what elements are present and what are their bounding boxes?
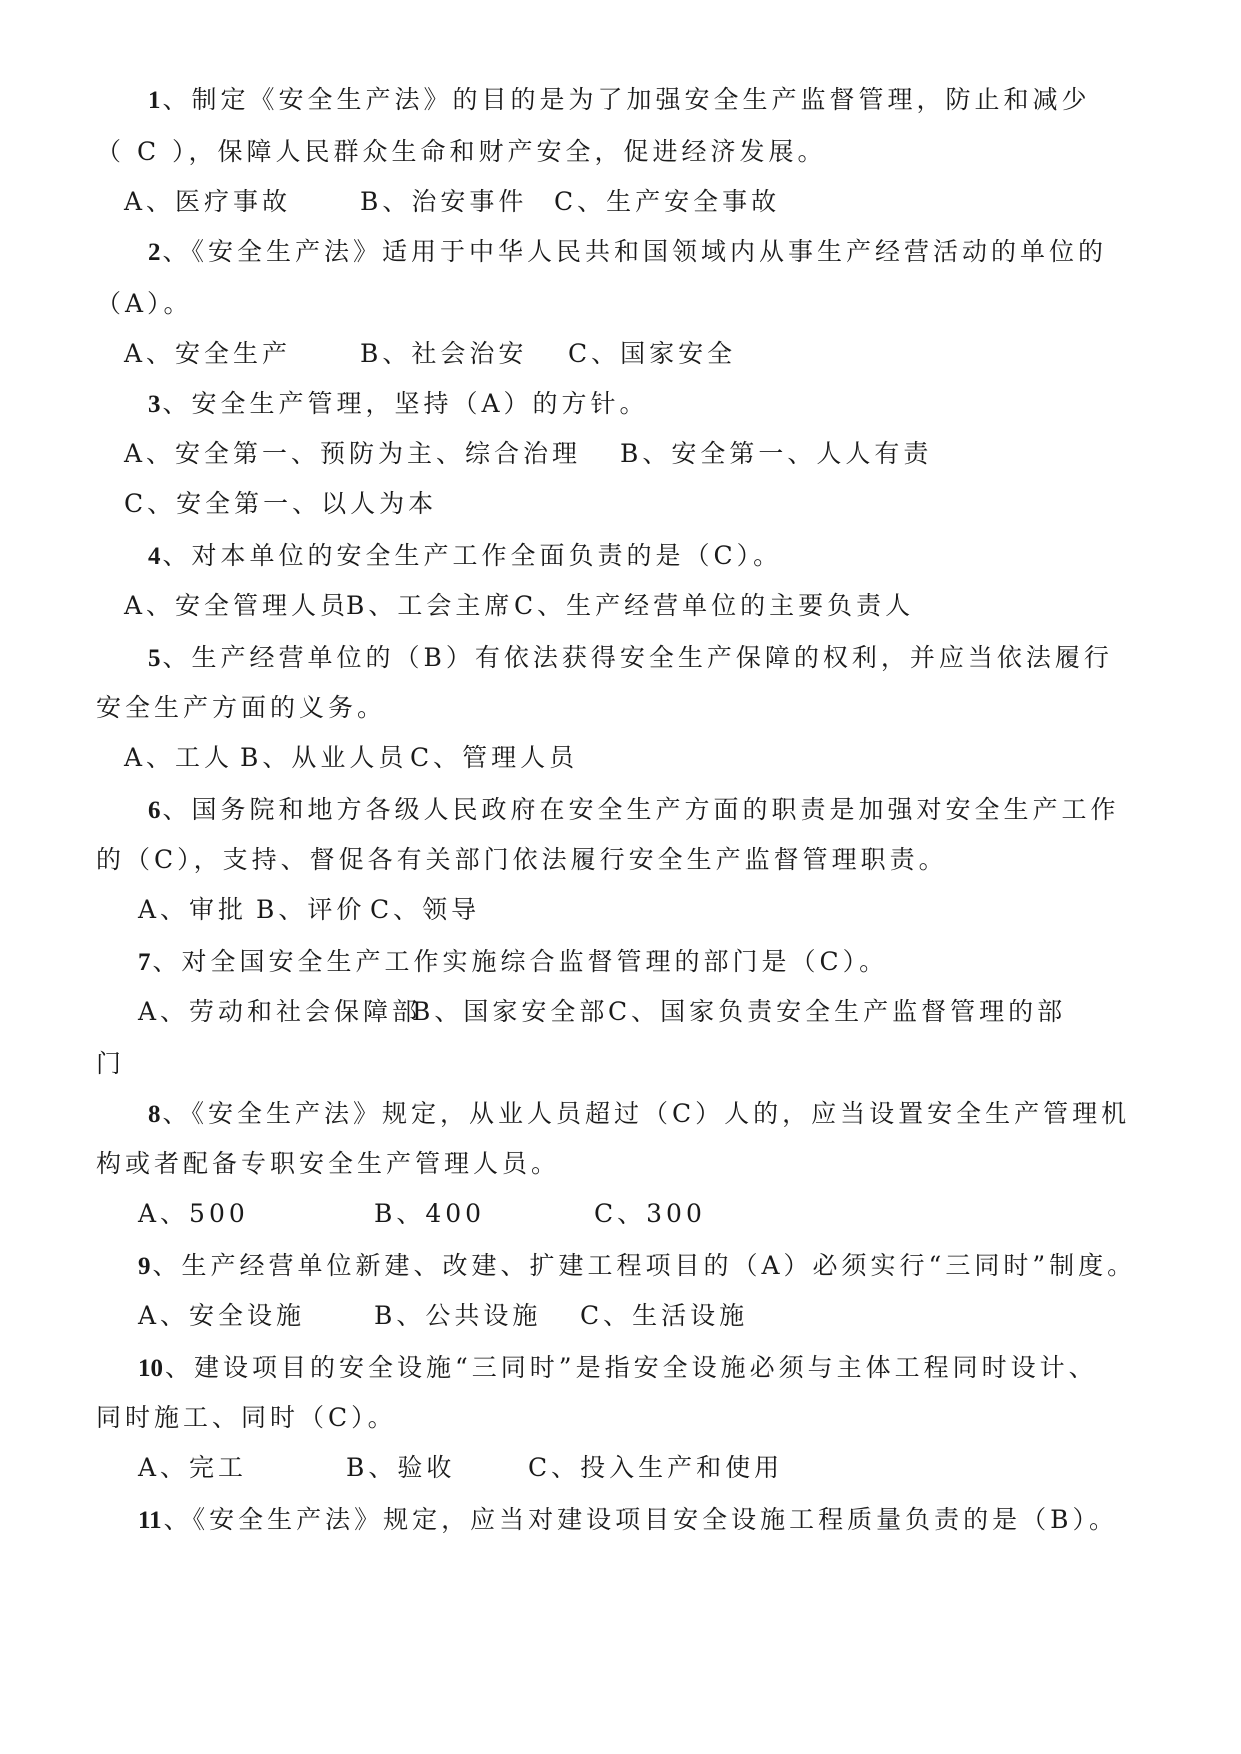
question-3-option-a: A、安全第一、预防为主、综合治理 (124, 439, 582, 468)
question-6-option-c: C、领导 (370, 895, 481, 924)
question-2-option-c: C、国家安全 (568, 339, 737, 368)
question-1-option-c: C、生产安全事故 (554, 187, 781, 216)
question-7-option-c-wrap: 门 (96, 1049, 126, 1078)
question-text: 、安全生产管理，坚持（A）的方针。 (162, 389, 649, 418)
question-10-option-b: B、验收 (346, 1453, 456, 1482)
question-1-line-1 (148, 82, 1091, 118)
question-6-option-b: B、评价 (256, 895, 366, 924)
question-7-option-b: B、国家安全部 (412, 997, 609, 1026)
question-5-option-c: C、管理人员 (410, 743, 579, 772)
question-text: 、对本单位的安全生产工作全面负责的是（C）。 (162, 541, 783, 570)
question-number: 5 (148, 645, 161, 672)
question-8-option-b: B、400 (374, 1199, 486, 1228)
question-1-option-a: A、医疗事故 (124, 187, 292, 216)
question-6-line-1 (148, 792, 1120, 828)
question-number: 7 (138, 949, 151, 976)
question-text: 、建设项目的安全设施“三同时”是指安全设施必须与主体工程同时设计、 (165, 1353, 1098, 1382)
question-9-option-c: C、生活设施 (580, 1301, 749, 1330)
question-8-line-1 (148, 1096, 1130, 1132)
question-number: 10 (138, 1355, 163, 1382)
question-text: 、《安全生产法》规定，从业人员超过（C）人的，应当设置安全生产管理机 (162, 1099, 1131, 1128)
question-3-option-c: C、安全第一、以人为本 (124, 489, 438, 518)
question-2-line-1 (148, 234, 1107, 270)
question-5-option-a: A、工人 (124, 743, 234, 772)
question-4-option-c: C、生产经营单位的主要负责人 (514, 591, 915, 620)
question-2-line-2: （A）。 (96, 289, 193, 318)
question-8-line-2: 构或者配备专职安全生产管理人员。 (96, 1149, 561, 1178)
question-7-option-c: C、国家负责安全生产监督管理的部 (608, 997, 1067, 1026)
question-5-option-b: B、从业人员 (240, 743, 408, 772)
question-number: 11 (138, 1507, 162, 1534)
question-4-option-b: B、工会主席 (346, 591, 514, 620)
question-10-option-c: C、投入生产和使用 (528, 1453, 784, 1482)
question-number: 4 (148, 543, 161, 570)
question-10-line-1 (138, 1350, 1098, 1386)
question-3-option-b: B、安全第一、人人有责 (620, 439, 933, 468)
question-number: 8 (148, 1101, 161, 1128)
question-7-option-a: A、劳动和社会保障部 (138, 997, 422, 1026)
question-1-option-b: B、治安事件 (360, 187, 528, 216)
question-number: 3 (148, 391, 161, 418)
question-7-line-1 (138, 944, 888, 980)
question-1-line-2: （ C ），保障人民群众生命和财产安全，促进经济发展。 (96, 137, 827, 166)
question-3-line-1 (148, 386, 649, 422)
question-10-option-a: A、完工 (138, 1453, 248, 1482)
question-number: 1 (148, 87, 161, 114)
question-text: 、《安全生产法》规定，应当对建设项目安全设施工程质量负责的是（B）。 (163, 1505, 1118, 1534)
question-4-option-a: A、安全管理人员 (124, 591, 350, 620)
question-text: 、对全国安全生产工作实施综合监督管理的部门是（C）。 (152, 947, 889, 976)
question-8-option-c: C、300 (594, 1199, 706, 1228)
question-number: 6 (148, 797, 161, 824)
question-6-line-2: 的（C），支持、督促各有关部门依法履行安全生产监督管理职责。 (96, 845, 948, 874)
question-text: 、生产经营单位的（B）有依法获得安全生产保障的权利，并应当依法履行 (162, 643, 1113, 672)
question-text: 、制定《安全生产法》的目的是为了加强安全生产监督管理，防止和减少 (162, 85, 1091, 114)
question-2-option-a: A、安全生产 (124, 339, 292, 368)
question-5-line-2: 安全生产方面的义务。 (96, 693, 387, 722)
question-number: 9 (138, 1253, 151, 1280)
question-number: 2 (148, 239, 161, 266)
question-6-option-a: A、审批 (138, 895, 248, 924)
question-5-line-1 (148, 640, 1113, 676)
question-text: 、国务院和地方各级人民政府在安全生产方面的职责是加强对安全生产工作 (162, 795, 1120, 824)
question-9-line-1 (138, 1248, 1136, 1284)
question-8-option-a: A、500 (138, 1199, 249, 1228)
question-11-line-1 (138, 1502, 1118, 1538)
question-text: 、生产经营单位新建、改建、扩建工程项目的（A）必须实行“三同时”制度。 (152, 1251, 1137, 1280)
question-9-option-b: B、公共设施 (374, 1301, 542, 1330)
question-9-option-a: A、安全设施 (138, 1301, 306, 1330)
question-10-line-2: 同时施工、同时（C）。 (96, 1403, 397, 1432)
question-2-option-b: B、社会治安 (360, 339, 528, 368)
question-4-line-1 (148, 538, 782, 574)
question-text: 、《安全生产法》适用于中华人民共和国领域内从事生产经营活动的单位的 (162, 237, 1108, 266)
